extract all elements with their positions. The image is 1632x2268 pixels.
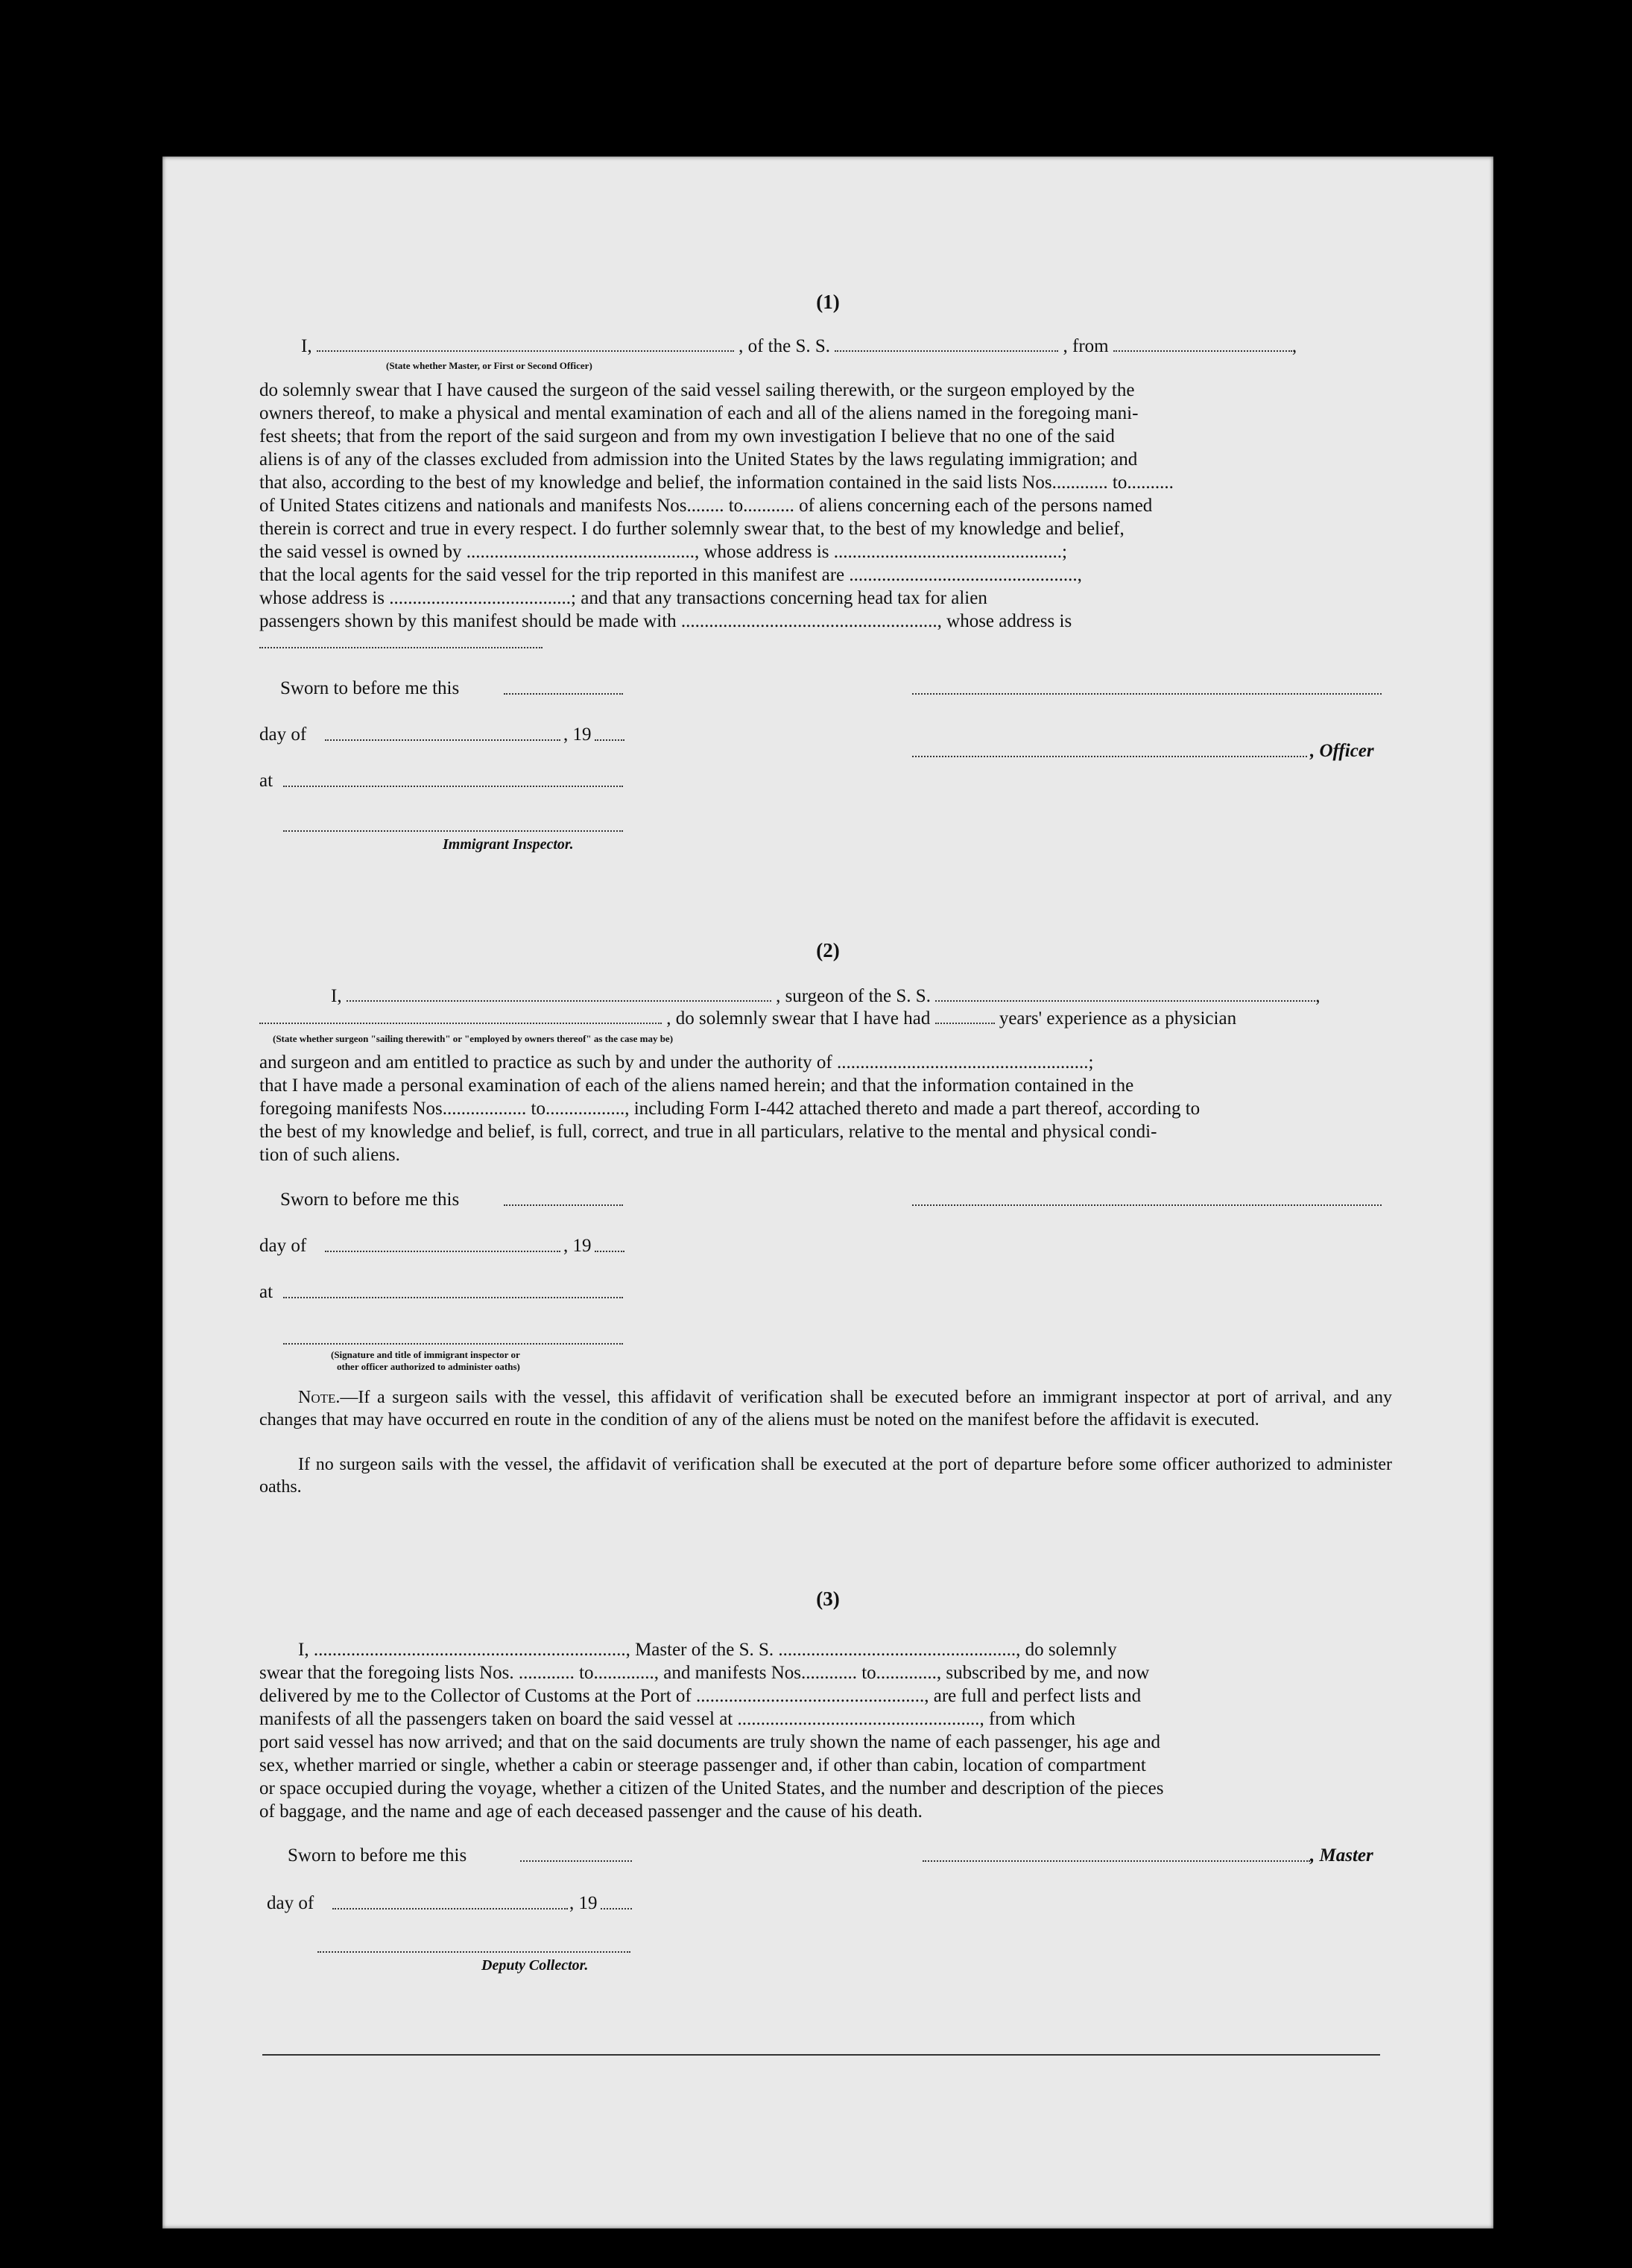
- master-label: , Master: [1310, 1845, 1373, 1866]
- day-of-label: day of: [259, 724, 307, 745]
- year-label: , 19: [563, 724, 592, 745]
- section-3-oath: I, ..................................................................., Master of the S. S. ..................................................., do solemnly swear that the foregoing lists Nos. ............ to............., and manifests Nos............ to............., subscribed by me, and now delivered by me to the Collector of Customs at the Port of ................................................., are full and perfect lists and manifests of all the passengers taken on board the said vessel at ...................................................., from which port said vessel has now arrived; and that on the said documents are truly shown the name of each passenger, his age and sex, whether married or single, whether a cabin or steerage passenger and, if other than cabin, location of compartment or space occupied during the voyage, whether a citizen of the United States, and the number and description of the pieces of baggage, and the name and age of each deceased passenger and the cause of his death.: [259, 1640, 1164, 1822]
- binder-hole: [1566, 823, 1604, 860]
- binder-hole: [1566, 2112, 1604, 2149]
- year-line: [595, 739, 624, 741]
- day-line: [325, 739, 560, 741]
- manifest-sheet: [162, 157, 1493, 2228]
- surgeon-hint: (State whether surgeon "sailing therewith" or "employed by owners thereof" as the case may be): [273, 1033, 674, 1044]
- sworn-label: Sworn to before me this: [280, 678, 460, 698]
- inspector-label: Immigrant Inspector.: [443, 836, 574, 853]
- section-2-oath: and surgeon and am entitled to practice as such by and under the authority of ......................................................; that I have made a personal examination of each of the aliens named herein; and that the information contained in the foregoing manifests Nos.................. to................., including Form I-442 attached thereto and made a part thereof, according to the best of my knowledge and belief, is full, correct, and true in all particulars, relative to the mental and physical condi- tion of such aliens.: [259, 1052, 1201, 1165]
- day-line: [325, 1251, 560, 1252]
- day-of-label: day of: [259, 1236, 307, 1256]
- section-1-number: (1): [816, 291, 840, 313]
- section-1-opening: I, , of the S. S. , from ,: [301, 336, 1297, 356]
- signature-line: [912, 1204, 1382, 1206]
- at-line: [283, 1297, 623, 1298]
- address-line: [259, 647, 543, 648]
- officer-label: , Officer: [1310, 741, 1374, 761]
- binder-hole: [1566, 2000, 1604, 2038]
- at-label: at: [259, 771, 273, 791]
- deputy-label: Deputy Collector.: [481, 1957, 589, 1974]
- bottom-rule: [262, 2054, 1380, 2056]
- year-label: , 19: [563, 1236, 592, 1256]
- section-2-number: (2): [816, 939, 840, 961]
- officer-line: [912, 756, 1307, 757]
- officer-hint: (State whether Master, or First or Second Officer): [386, 360, 592, 371]
- at-label: at: [259, 1282, 273, 1302]
- signature-hint-2: other officer authorized to administer oaths): [337, 1361, 520, 1372]
- section-1-oath: do solemnly swear that I have caused the surgeon of the said vessel sailing therewith, or the surgeon employed by the owners thereof, to make a physical and mental examination of each and all of the aliens named in the foregoing mani- fest sheets; that from the report of the said surgeon and from my own investigation I believe that no one of the said aliens is of any of the classes excluded from admission into the United States by the laws regulating immigration; and that also, according to the best of my knowledge and belief, the information contained in the said lists Nos............ to.......... of United States citizens and nationals and manifests Nos........ to........... of aliens concerning each of the persons named therein is correct and true in every respect. I do further solemnly swear that, to the best of my knowledge and belief, the said vessel is owned by ................................................., whose address is .................................................; that the local agents for the said vessel for the trip reported in this manifest are ................................................., whose address is .......................................; and that any transactions concerning head tax for alien passengers shown by this manifest should be made with ......................................................., whose address is: [259, 380, 1174, 631]
- binder-hole: [1566, 334, 1604, 371]
- deputy-line: [317, 1951, 630, 1953]
- at-line: [283, 786, 623, 787]
- binder-hole: [1566, 219, 1604, 256]
- binder-hole: [1566, 1628, 1604, 1665]
- year-label: , 19: [569, 1893, 598, 1913]
- binder-hole: [1566, 1517, 1604, 1555]
- note-paragraph: Note.—If a surgeon sails with the vessel, this affidavit of verification shall be executed before an immigrant inspector at port of arrival, and any changes that may have occurred en route in the condition of any of the aliens must be noted on the manifest before the affidavit is executed.: [259, 1388, 1392, 1430]
- year-line: [601, 1908, 632, 1910]
- master-line: [923, 1860, 1310, 1862]
- sworn-label: Sworn to before me this: [280, 1190, 460, 1210]
- signature-line: [912, 693, 1382, 695]
- day-line: [332, 1908, 568, 1910]
- year-line: [595, 1251, 624, 1252]
- sworn-line: [520, 1860, 632, 1862]
- section-2-opening: I, , surgeon of the S. S. ,: [331, 986, 1321, 1006]
- signature-title-line: [283, 1343, 623, 1345]
- section-2-line-2: , do solemnly swear that I have had years' experience as a physician: [259, 1008, 1236, 1029]
- sworn-line: [504, 693, 623, 695]
- day-of-label: day of: [267, 1893, 314, 1913]
- note-paragraph-2: If no surgeon sails with the vessel, the affidavit of verification shall be executed at the port of departure before some officer authorized to administer oaths.: [259, 1455, 1392, 1497]
- signature-hint-1: (Signature and title of immigrant inspector or: [331, 1349, 520, 1360]
- sworn-line: [504, 1204, 623, 1206]
- inspector-line: [283, 830, 623, 832]
- binder-hole: [1566, 711, 1604, 748]
- section-3-number: (3): [816, 1588, 840, 1610]
- sworn-label: Sworn to before me this: [288, 1845, 467, 1866]
